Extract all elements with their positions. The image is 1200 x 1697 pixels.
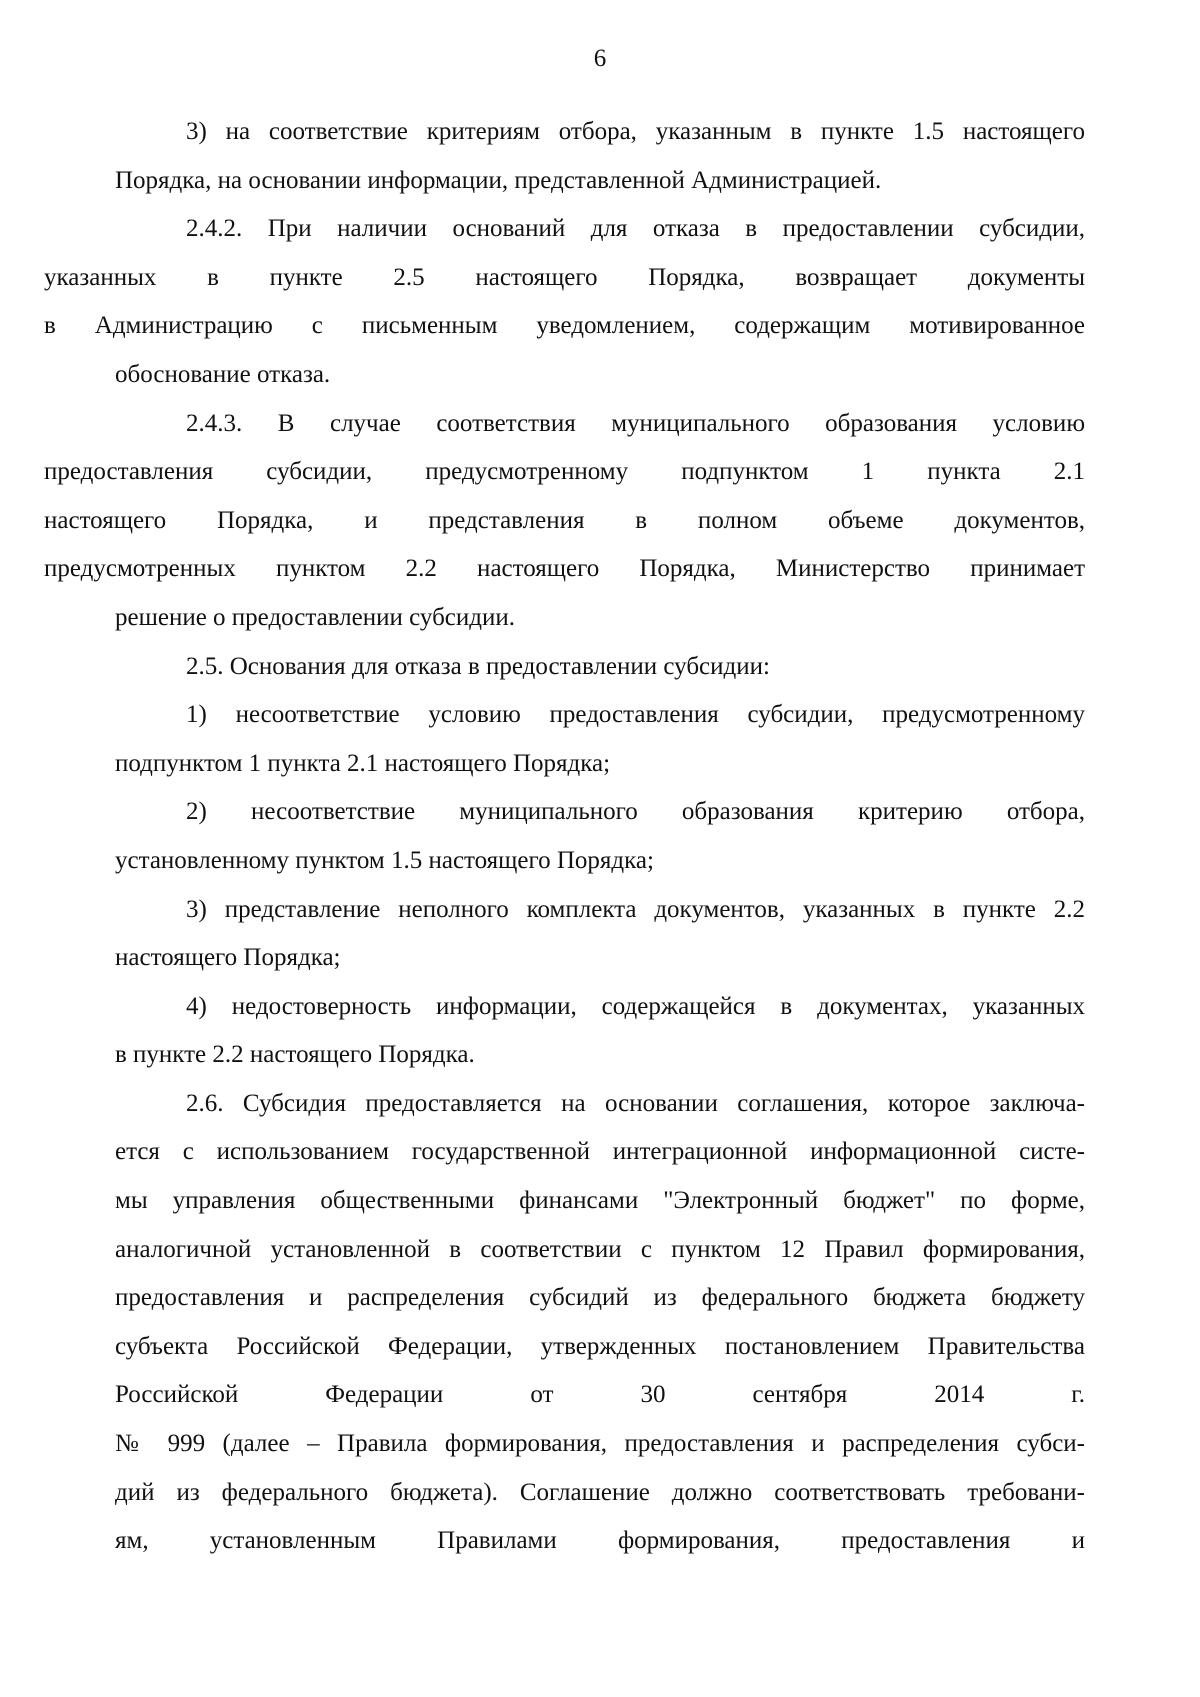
- text-line: 2.5. Основания для отказа в предоставлении субсидии:: [186, 652, 770, 680]
- paragraph-2-5-1: [115, 691, 1085, 788]
- text-line: установленному пунктом 1.5 настоящего Порядка;: [115, 846, 654, 874]
- text-line: обоснование отказа.: [115, 360, 331, 388]
- text-line: 2.6. Субсидия предоставляется на основании соглашения, которое заключа-: [186, 1089, 1085, 1117]
- text-line: предусмотренных пунктом 2.2 настоящего Порядка, Министерство принимает: [44, 555, 1085, 583]
- text-line: решение о предоставлении субсидии.: [115, 603, 515, 631]
- text-line: настоящего Порядка;: [115, 944, 341, 972]
- page-number: 6: [593, 45, 607, 72]
- text-line: в Администрацию с письменным уведомлением, содержащим мотивированное: [44, 312, 1085, 340]
- paragraph-2-5-4: [115, 983, 1085, 1080]
- paragraph-3-criteria: [115, 108, 1085, 205]
- text-line: 4) недостоверность информации, содержащейся в документах, указанных: [186, 992, 1085, 1020]
- text-line: ется с использованием государственной интеграционной информационной систе-: [115, 1138, 1085, 1166]
- paragraph-2-5-3: [115, 886, 1085, 983]
- text-line: настоящего Порядка, и представления в полном объеме документов,: [44, 506, 1085, 534]
- text-line: дий из федерального бюджета). Соглашение должно соответствовать требовани-: [115, 1478, 1085, 1506]
- text-line: Российской Федерации от 30 сентября 2014 г.: [115, 1381, 1085, 1409]
- text-line: в пункте 2.2 настоящего Порядка.: [115, 1041, 475, 1069]
- text-line: № 999 (далее – Правила формирования, предоставления и распределения субси-: [115, 1430, 1085, 1458]
- paragraph-2-5: [115, 643, 1085, 692]
- text-line: субъекта Российской Федерации, утвержденных постановлением Правительства: [115, 1332, 1085, 1360]
- paragraph-2-5-2: [115, 788, 1085, 885]
- text-line: Порядка, на основании информации, представленной Администрацией.: [115, 166, 882, 194]
- text-line: 2.4.3. В случае соответствия муниципального образования условию: [186, 409, 1085, 437]
- text-line: 1) несоответствие условию предоставления субсидии, предусмотренному: [186, 701, 1085, 729]
- text-line: ям, установленным Правилами формирования, предоставления и: [115, 1527, 1085, 1555]
- paragraph-2-4-2: [44, 205, 1085, 399]
- text-line: 2) несоответствие муниципального образования критерию отбора,: [186, 798, 1085, 826]
- text-line: 3) на соответствие критериям отбора, указанным в пункте 1.5 настоящего: [186, 118, 1085, 145]
- document-body: [44, 108, 1085, 1566]
- text-line: подпунктом 1 пункта 2.1 настоящего Порядка;: [115, 749, 611, 777]
- paragraph-2-4-3: [44, 400, 1085, 643]
- text-line: предоставления и распределения субсидий из федерального бюджета бюджету: [115, 1284, 1085, 1312]
- text-line: указанных в пункте 2.5 настоящего Порядка, возвращает документы: [44, 263, 1085, 291]
- text-line: 2.4.2. При наличии оснований для отказа в предоставлении субсидии,: [186, 215, 1085, 243]
- paragraph-2-6: [115, 1080, 1085, 1566]
- text-line: предоставления субсидии, предусмотренному подпунктом 1 пункта 2.1: [44, 458, 1085, 486]
- text-line: 3) представление неполного комплекта документов, указанных в пункте 2.2: [186, 895, 1085, 923]
- text-line: аналогичной установленной в соответствии с пунктом 12 Правил формирования,: [115, 1235, 1085, 1263]
- text-line: мы управления общественными финансами "Электронный бюджет" по форме,: [115, 1187, 1085, 1215]
